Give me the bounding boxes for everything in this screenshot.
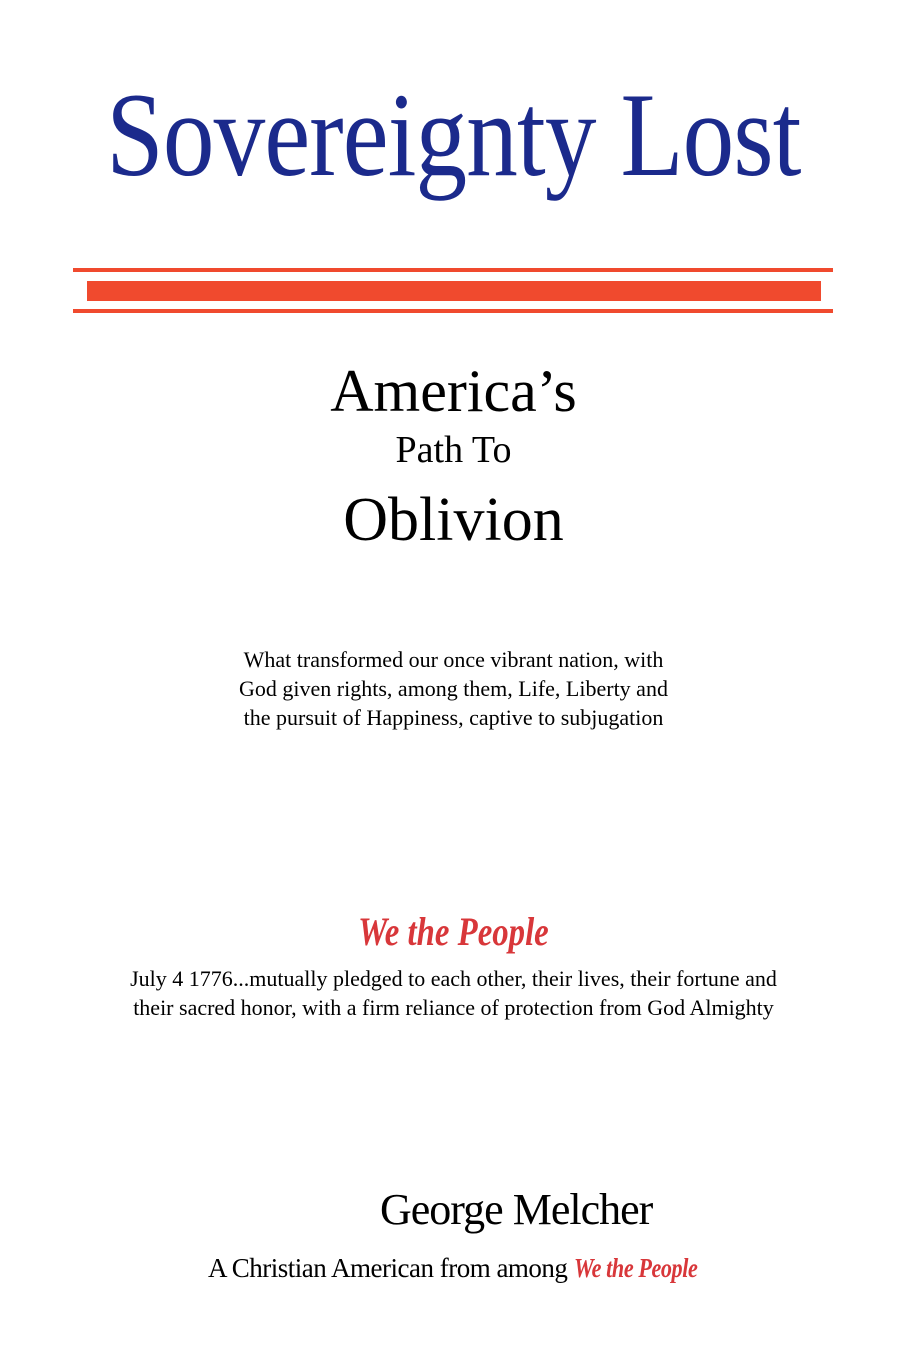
- subtitle-line-1: America’s: [330, 358, 577, 424]
- subtitle-line-3: Oblivion: [343, 486, 564, 554]
- author-motto: We the People: [573, 1253, 698, 1283]
- tagline-line: What transformed our once vibrant nation, with: [243, 647, 664, 672]
- subtitle-line-2: Path To: [395, 429, 512, 471]
- stripe-thick: [87, 281, 821, 301]
- tagline: [150, 645, 757, 732]
- author-description: [208, 1248, 724, 1288]
- pledge-text: [30, 964, 877, 1022]
- pledge-line: their sacred honor, with a firm reliance of protection from God Almighty: [133, 995, 774, 1020]
- author-description-text: A Christian American from among: [208, 1253, 568, 1283]
- we-the-people-motto: We the People: [358, 909, 549, 954]
- author-name: George Melcher: [380, 1185, 653, 1234]
- red-stripes-divider: [73, 268, 833, 314]
- stripe-thin-bottom: [73, 309, 833, 313]
- pledge-line: July 4 1776...mutually pledged to each other, their lives, their fortune and: [130, 966, 777, 991]
- tagline-line: God given rights, among them, Life, Liberty and: [239, 676, 668, 701]
- stripe-thin-top: [73, 268, 833, 272]
- tagline-line: the pursuit of Happiness, captive to subjugation: [243, 705, 664, 730]
- book-title: Sovereignty Lost: [106, 68, 801, 201]
